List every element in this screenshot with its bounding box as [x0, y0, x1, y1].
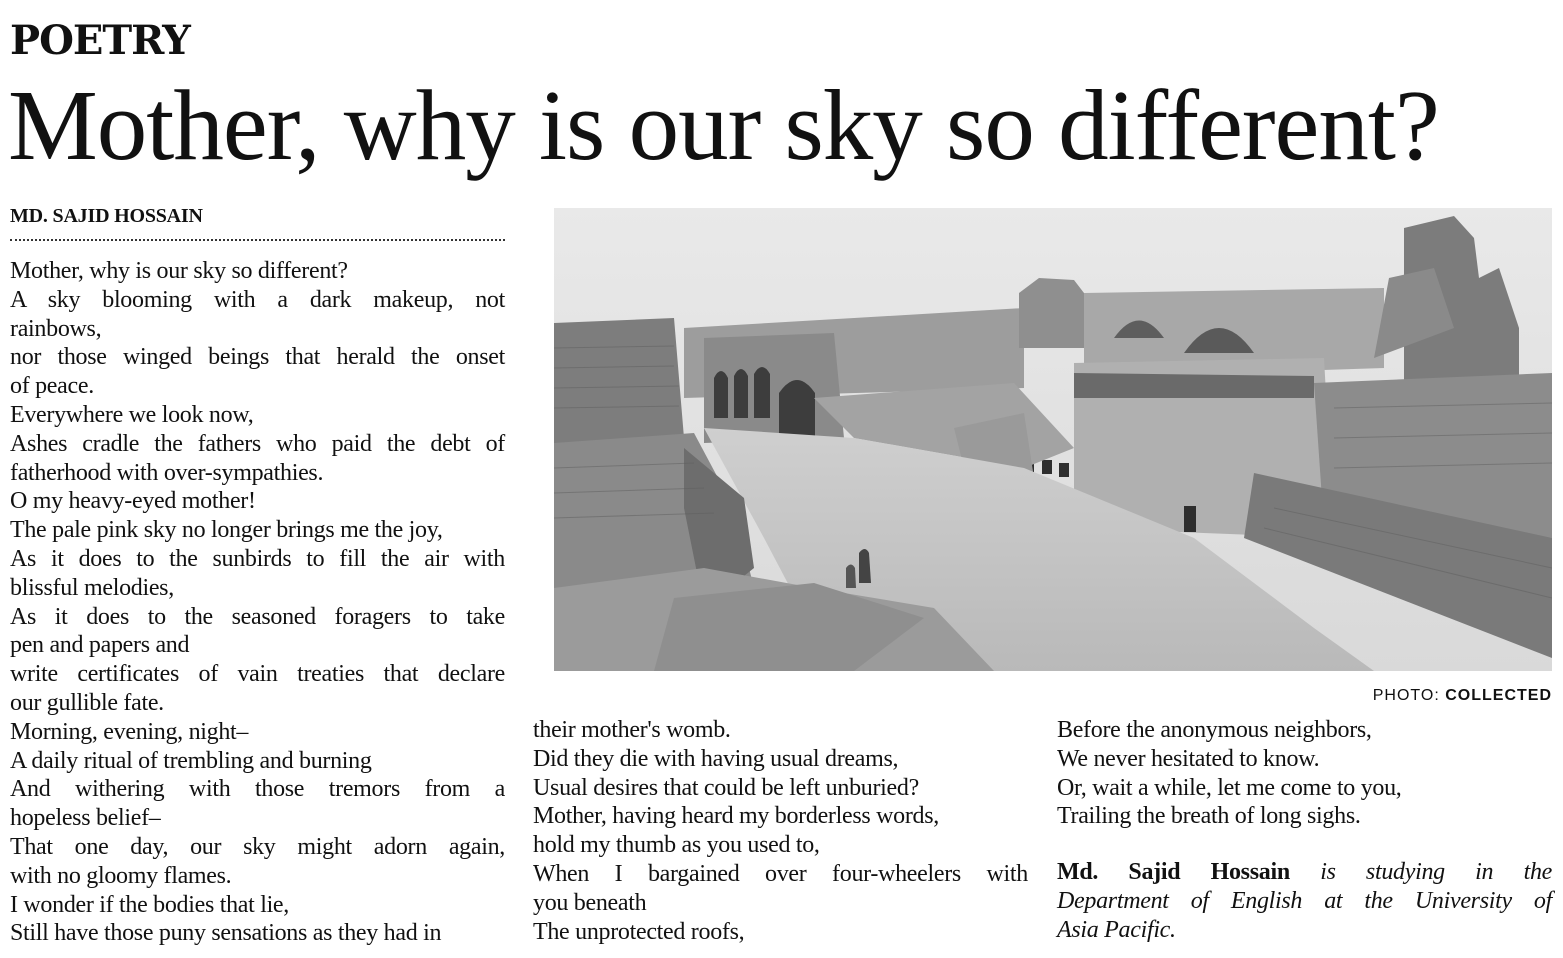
poem-line: I wonder if the bodies that lie,: [10, 891, 289, 918]
byline: MD. SAJID HOSSAIN: [10, 205, 203, 227]
bio-line-3: Asia Pacific.: [1057, 916, 1176, 943]
poem-line: Mother, having heard my borderless words,: [533, 803, 939, 830]
poem-line: nor those winged beings that herald the onset: [10, 344, 505, 371]
poem-line: their mother's womb.: [533, 717, 731, 743]
poem-line: our gullible fate.: [10, 689, 164, 716]
poem-line: Before the anonymous neighbors,: [1057, 717, 1372, 743]
poem-line: pen and papers and: [10, 632, 190, 659]
article-photo: [554, 208, 1552, 671]
poem-line: with no gloomy flames.: [10, 862, 232, 889]
bio-line-1: [1057, 858, 1552, 887]
poem-line: Ashes cradle the fathers who paid the debt of: [10, 430, 505, 457]
poem-line: Still have those puny sensations as they had in: [10, 920, 442, 947]
poem-line: blissful melodies,: [10, 574, 174, 601]
poem-line: you beneath: [533, 889, 647, 916]
ruins-photo-illustration: [554, 208, 1552, 671]
poem-line: The unprotected roofs,: [533, 918, 745, 945]
poem-line: fatherhood with over-sympathies.: [10, 459, 324, 486]
poem-line: That one day, our sky might adorn again,: [10, 833, 505, 860]
author-bio: [1057, 858, 1552, 944]
photo-credit-label: PHOTO:: [1372, 687, 1446, 704]
poem-line: Mother, why is our sky so different?: [10, 258, 348, 284]
poem-line: As it does to the sunbirds to fill the air with: [10, 545, 505, 572]
poem-line: We never hesitated to know.: [1057, 745, 1320, 772]
poem-line: Everywhere we look now,: [10, 401, 254, 428]
photo-credit: [1250, 685, 1552, 707]
poem-line: of peace.: [10, 373, 94, 400]
poem-line: Usual desires that could be left unburied?: [533, 774, 919, 801]
bio-line-1-rest: is studying in the: [1289, 859, 1552, 885]
photo-credit-source: COLLECTED: [1445, 687, 1552, 704]
poem-line: A daily ritual of trembling and burning: [10, 747, 372, 774]
poem-line: Trailing the breath of long sighs.: [1057, 803, 1361, 830]
poem-column-1: [10, 257, 505, 948]
poem-column-3: [1057, 716, 1552, 831]
poem-line: rainbows,: [10, 315, 102, 342]
headline: Mother, why is our sky so different?: [8, 69, 1439, 181]
dotted-divider: [10, 239, 505, 241]
bio-line-2: Department of English at the University of: [1057, 887, 1552, 914]
poem-line: Did they die with having usual dreams,: [533, 745, 899, 772]
poem-line: hopeless belief–: [10, 805, 161, 832]
poem-line: And withering with those tremors from a: [10, 776, 505, 803]
poem-line: As it does to the seasoned foragers to take: [10, 603, 505, 630]
section-label: POETRY: [10, 17, 190, 64]
poem-column-2: [533, 716, 1028, 946]
poem-line: write certificates of vain treaties that declare: [10, 661, 505, 688]
poem-line: Or, wait a while, let me come to you,: [1057, 774, 1402, 801]
poem-line: When I bargained over four-wheelers with: [533, 860, 1028, 887]
poem-line: O my heavy-eyed mother!: [10, 488, 256, 515]
poem-line: The pale pink sky no longer brings me the joy,: [10, 517, 443, 544]
bio-author-name: Md. Sajid Hossain: [1057, 859, 1290, 885]
poem-line: A sky blooming with a dark makeup, not: [10, 286, 505, 313]
poem-line: hold my thumb as you used to,: [533, 832, 820, 859]
poem-line: Morning, evening, night–: [10, 718, 249, 745]
